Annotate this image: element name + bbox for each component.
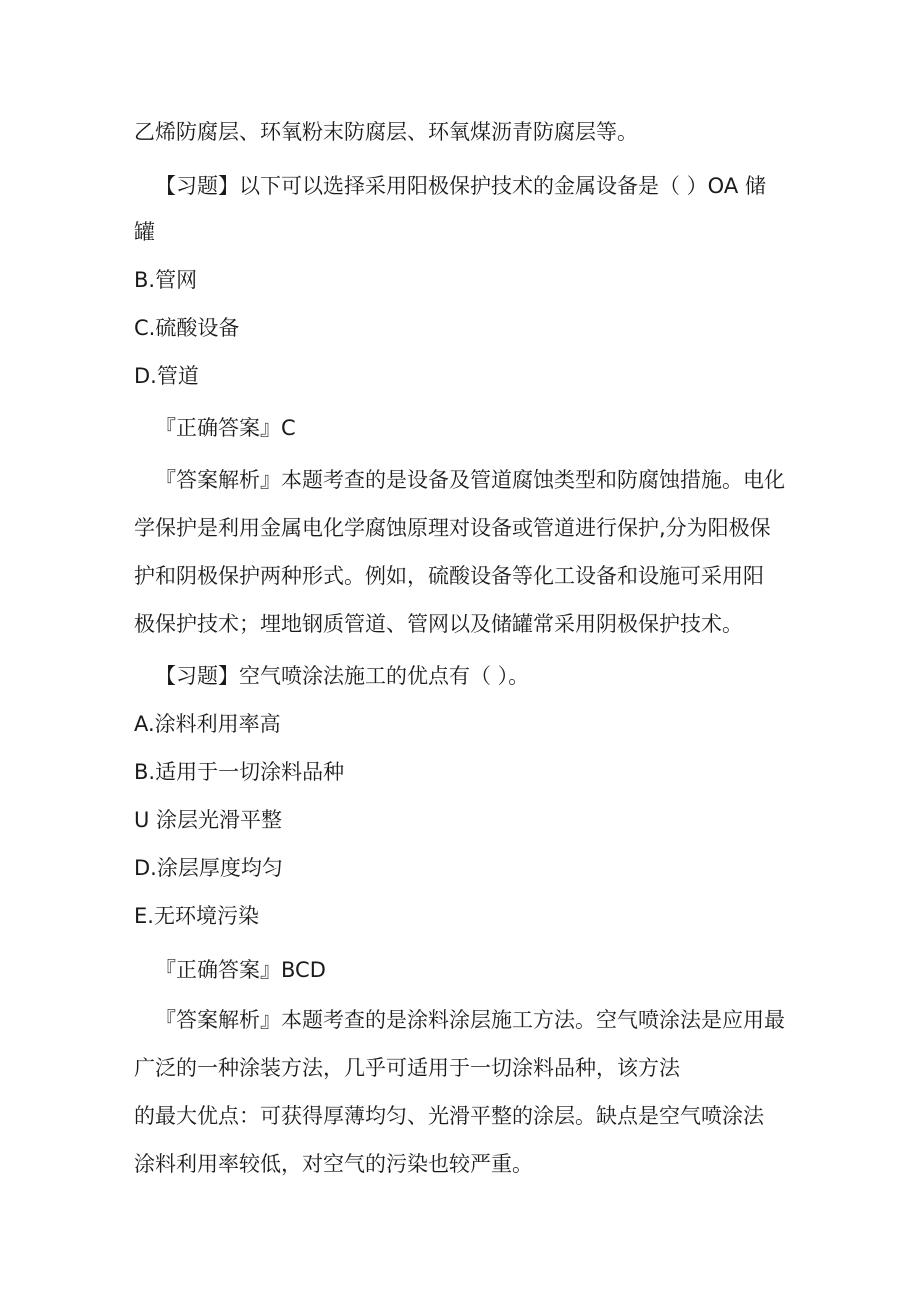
correct-answer: 『正确答案』C [155, 416, 296, 440]
text-line: 乙烯防腐层、环氧粉末防腐层、环氧煤沥青防腐层等。 [134, 120, 638, 144]
answer-option: D.涂层厚度均匀 [134, 856, 283, 880]
answer-option: E.无环境污染 [134, 904, 259, 928]
text-line: 涂料利用率较低，对空气的污染也较严重。 [134, 1152, 533, 1176]
text-line: 学保护是利用金属电化学腐蚀原理对设备或管道进行保护,分为阳极保 [134, 516, 771, 540]
answer-option: B.适用于一切涂料品种 [134, 760, 345, 784]
correct-answer: 『正确答案』BCD [155, 958, 326, 982]
text-line: 的最大优点：可获得厚薄均匀、光滑平整的涂层。缺点是空气喷涂法 [134, 1104, 764, 1128]
answer-option: C.硫酸设备 [134, 316, 240, 340]
answer-explanation: 『答案解析』本题考查的是涂料涂层施工方法。空气喷涂法是应用最 [155, 1008, 785, 1032]
text-line: 广泛的一种涂装方法，几乎可适用于一切涂料品种，该方法 [134, 1056, 680, 1080]
text-line: 极保护技术；埋地钢质管道、管网以及储罐常采用阴极保护技术。 [134, 612, 743, 636]
text-line: 罐 [134, 220, 155, 244]
question-heading: 【习题】以下可以选择采用阳极保护技术的金属设备是（ ）OA 储 [155, 174, 766, 198]
answer-option: U 涂层光滑平整 [134, 808, 283, 832]
answer-explanation: 『答案解析』本题考查的是设备及管道腐蚀类型和防腐蚀措施。电化 [155, 468, 785, 492]
answer-option: A.涂料利用率高 [134, 712, 281, 736]
answer-option: B.管网 [134, 268, 198, 292]
text-line: 护和阴极保护两种形式。例如，硫酸设备等化工设备和设施可采用阳 [134, 564, 764, 588]
answer-option: D.管道 [134, 364, 199, 388]
question-heading: 【习题】空气喷涂法施工的优点有（ ）。 [155, 664, 530, 688]
